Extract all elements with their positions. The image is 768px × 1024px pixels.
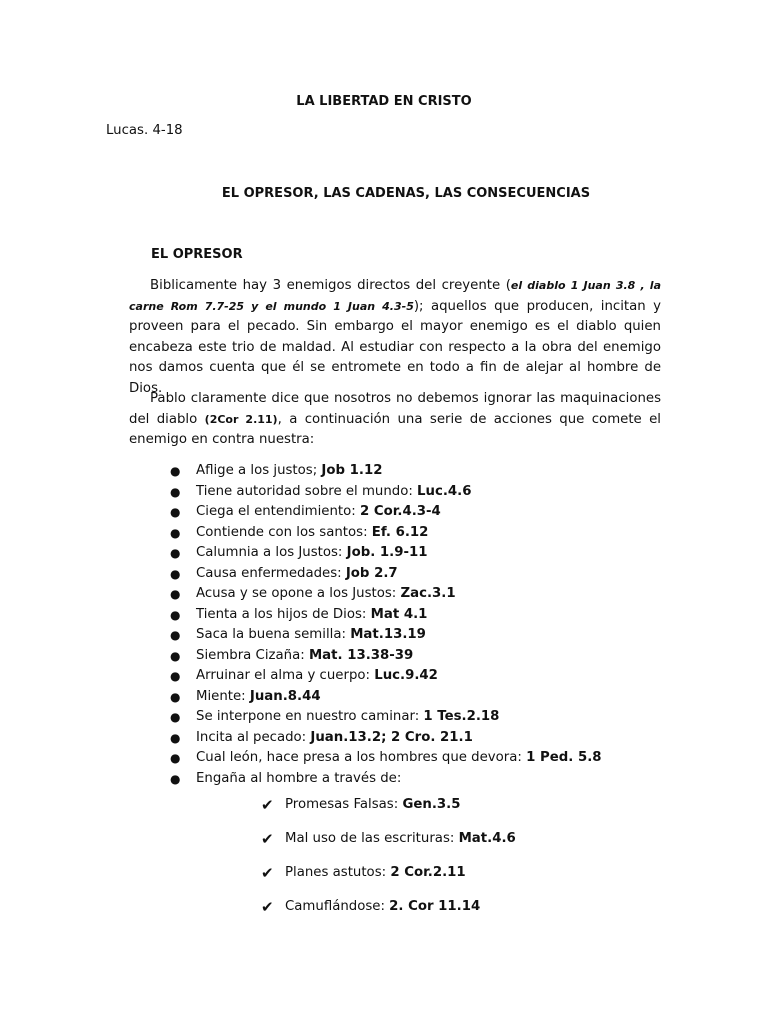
- item-reference: Job. 1.9-11: [346, 545, 428, 560]
- bullet-icon: ●: [170, 648, 181, 663]
- bullet-icon: ●: [170, 464, 181, 478]
- item-reference: Mat.4.6: [458, 831, 516, 846]
- item-text: Saca la buena semilla:: [196, 627, 351, 642]
- action-item: [170, 748, 602, 769]
- item-reference: Juan.8.44: [249, 688, 321, 704]
- action-item: [170, 584, 602, 605]
- item-text: Incita al pecado:: [196, 729, 311, 745]
- deception-item: [261, 897, 516, 931]
- action-item: [170, 687, 602, 708]
- action-item: [170, 728, 602, 749]
- item-reference: 2 Cor.4.3-4: [359, 504, 441, 519]
- action-item: [170, 605, 602, 626]
- item-reference: Job 2.7: [345, 565, 398, 581]
- bullet-icon: ●: [170, 751, 181, 765]
- action-item: [170, 502, 602, 523]
- item-reference: Luc.4.6: [417, 483, 472, 499]
- bullet-icon: ●: [170, 484, 181, 499]
- item-text: Camuflándose:: [285, 899, 390, 914]
- item-text: Ciega el entendimiento:: [196, 504, 360, 519]
- bullet-icon: ●: [170, 689, 181, 704]
- action-item: [170, 625, 602, 646]
- item-text: Miente:: [196, 688, 250, 704]
- bullet-icon: ●: [170, 628, 181, 642]
- paragraph-enemies: [129, 276, 661, 399]
- item-reference: Juan.13.2; 2 Cro. 21.1: [310, 729, 473, 745]
- action-item: [170, 523, 602, 544]
- action-item: [170, 564, 602, 585]
- action-item: [170, 482, 602, 503]
- deception-item: [261, 863, 516, 897]
- deception-item: [261, 795, 516, 829]
- item-text: Causa enfermedades:: [196, 565, 346, 581]
- checkmark-icon: ✔: [261, 830, 274, 848]
- bullet-icon: ●: [170, 669, 181, 683]
- scripture-reference: Lucas. 4-18: [106, 123, 183, 138]
- bullet-icon: ●: [170, 771, 181, 786]
- paragraph-reference: (2Cor 2.11): [204, 412, 278, 426]
- item-text: Promesas Falsas:: [285, 797, 403, 812]
- checkmark-icon: ✔: [261, 898, 274, 916]
- item-text: Arruinar el alma y cuerpo:: [196, 668, 375, 683]
- item-text: Mal uso de las escrituras:: [285, 831, 459, 846]
- bullet-icon: ●: [170, 566, 181, 581]
- paragraph-text: Biblicamente hay 3 enemigos directos del creyente (: [150, 278, 511, 293]
- checkmark-icon: ✔: [261, 864, 274, 882]
- bullet-icon: ●: [170, 607, 181, 622]
- item-reference: Mat.13.19: [350, 627, 426, 642]
- item-text: Cual león, hace presa a los hombres que devora:: [196, 750, 527, 765]
- item-reference: 2 Cor.2.11: [390, 865, 466, 880]
- bullet-icon: ●: [170, 505, 181, 519]
- bullet-icon: ●: [170, 546, 181, 560]
- deception-list: [261, 795, 516, 931]
- item-reference: Ef. 6.12: [371, 524, 429, 540]
- paragraph-text: Pablo claramente dice que nosotros no debemos ignorar las maquinaciones del diablo: [129, 391, 661, 427]
- item-reference: Gen.3.5: [402, 797, 461, 812]
- action-item: [170, 646, 602, 667]
- bullet-icon: ●: [170, 710, 181, 724]
- action-item: [170, 666, 602, 687]
- item-reference: 2. Cor 11.14: [389, 899, 481, 914]
- item-reference: 1 Tes.2.18: [423, 709, 500, 724]
- document-title: LA LIBERTAD EN CRISTO: [296, 94, 472, 109]
- item-reference: Mat 4.1: [370, 606, 428, 622]
- deception-item: [261, 829, 516, 863]
- action-item: [170, 543, 602, 564]
- item-reference: 1 Ped. 5.8: [526, 750, 602, 765]
- item-text: Aflige a los justos;: [196, 463, 322, 478]
- bullet-icon: ●: [170, 730, 181, 745]
- bullet-icon: ●: [170, 587, 181, 601]
- checkmark-icon: ✔: [261, 796, 274, 814]
- item-text: Acusa y se opone a los Justos:: [196, 586, 401, 601]
- paragraph-maquinaciones: [129, 389, 661, 451]
- item-reference: Mat. 13.38-39: [308, 647, 414, 663]
- item-text: Contiende con los santos:: [196, 524, 372, 540]
- item-text: Tienta a los hijos de Dios:: [196, 606, 371, 622]
- item-text: Siembra Cizaña:: [196, 647, 309, 663]
- action-item: [170, 707, 602, 728]
- item-text: Engaña al hombre a través de:: [196, 770, 402, 786]
- action-item: [170, 461, 602, 482]
- item-reference: Job 1.12: [321, 463, 383, 478]
- action-item: [170, 769, 602, 790]
- item-text: Se interpone en nuestro caminar:: [196, 709, 424, 724]
- item-text: Calumnia a los Justos:: [196, 545, 347, 560]
- paragraph-text: , a continuación una serie de acciones que comete el enemigo en contra nuestra:: [129, 411, 661, 447]
- bullet-icon: ●: [170, 525, 181, 540]
- paragraph-text: ); aquellos que producen, incitan y proveen para el pecado. Sin embargo el mayor enemigo es el diablo quien encabeza este trio de maldad. Al estudiar con respecto a la obra del enemigo nos damos cuenta que él se entromete en todo a fin de alejar al hombre de Dios.: [129, 298, 662, 396]
- item-text: Tiene autoridad sobre el mundo:: [196, 483, 418, 499]
- item-reference: Zac.3.1: [400, 586, 456, 601]
- section-heading: EL OPRESOR: [151, 247, 243, 262]
- enemy-actions-list: [170, 461, 602, 789]
- item-text: Planes astutos:: [285, 865, 391, 880]
- item-reference: Luc.9.42: [374, 668, 438, 683]
- document-subtitle: EL OPRESOR, LAS CADENAS, LAS CONSECUENCIAS: [221, 186, 591, 201]
- paragraph-references: el diablo 1 Juan 3.8 , la carne Rom 7.7-25 y el mundo 1 Juan 4.3-5: [129, 279, 662, 313]
